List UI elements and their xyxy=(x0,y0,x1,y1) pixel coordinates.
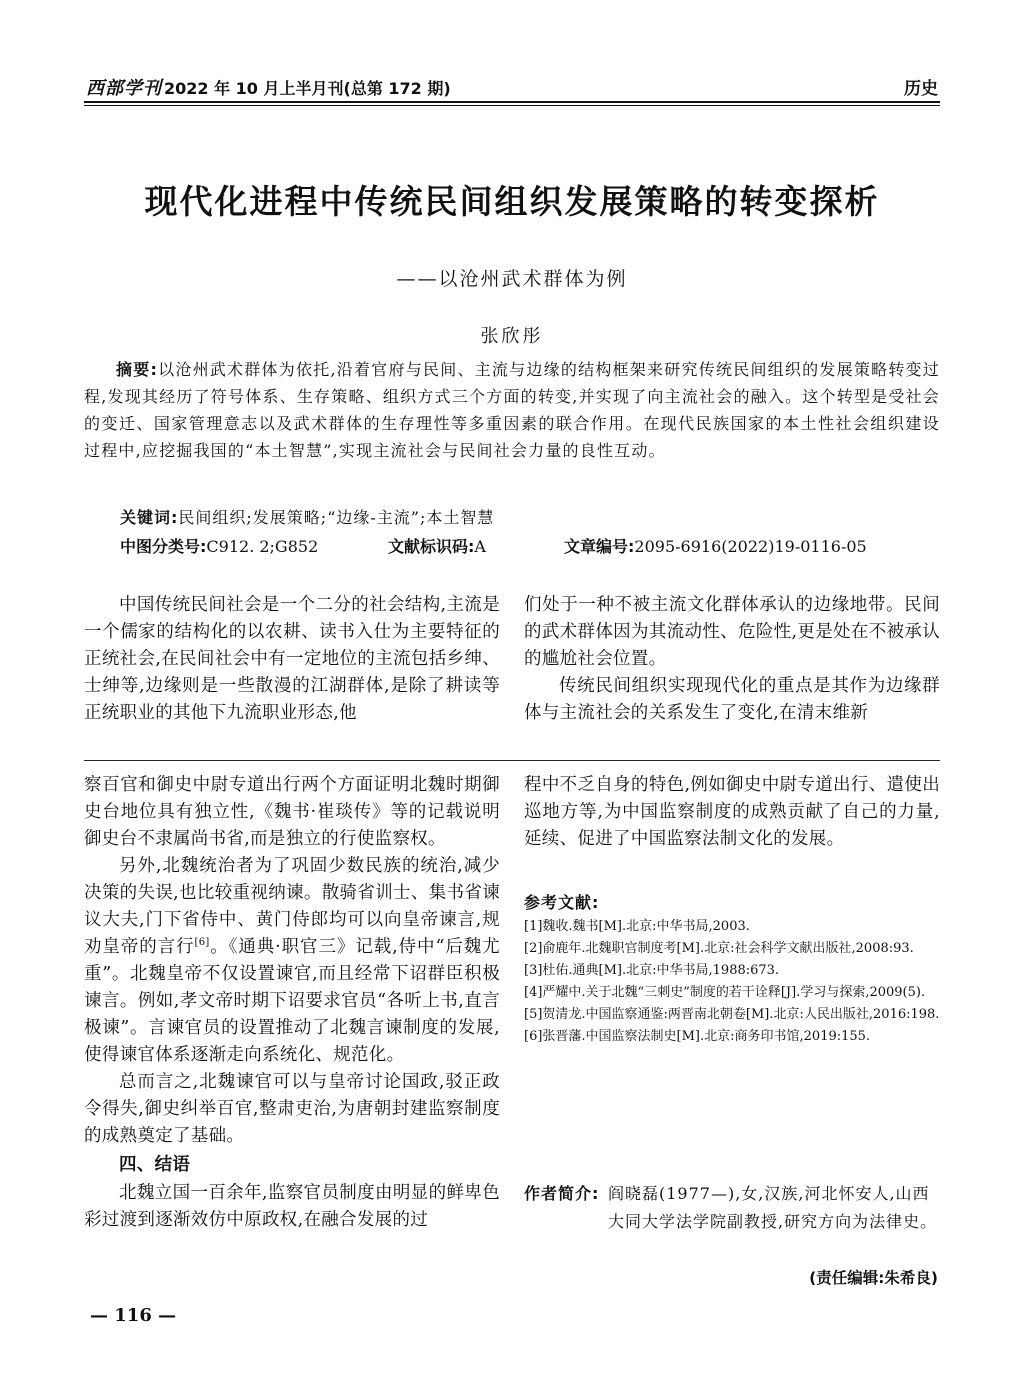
article-number xyxy=(564,535,867,559)
author-bio xyxy=(524,1180,940,1236)
article-title: 现代化进程中传统民间组织发展策略的转变探析 xyxy=(144,182,880,221)
page-number: — 116 — xyxy=(90,1305,177,1326)
header-rule-thick xyxy=(84,101,940,103)
section-label: 历史 xyxy=(904,79,938,99)
journal-logo: 西部学刊 xyxy=(86,78,162,99)
clc-label: 中图分类号: xyxy=(120,537,207,556)
keywords-text: 民间组织;发展策略;“边缘-主流”;本土智慧 xyxy=(178,508,495,527)
clc-value: C912. 2;G852 xyxy=(206,537,319,556)
document-code-value: A xyxy=(474,537,486,556)
reference-item: [5]贺清龙.中国监察通鉴:两晋南北朝卷[M].北京:人民出版社,2016:198. xyxy=(524,1007,940,1022)
intro-right-column xyxy=(524,592,940,727)
section-heading: 四、结语 xyxy=(119,1155,191,1175)
paragraph: 们处于一种不被主流文化群体承认的边缘地带。民间的武术群体因为其流动性、危险性,更是处在不被承认的尴尬社会位置。 xyxy=(524,595,940,669)
article-number-label: 文章编号: xyxy=(564,537,635,556)
lower-left-column xyxy=(84,772,500,1234)
paragraph: 传统民间组织实现现代化的重点是其作为边缘群体与主流社会的关系发生了变化,在清末维新 xyxy=(524,676,940,723)
article-author: 张欣彤 xyxy=(480,326,544,347)
citation-marker: [6] xyxy=(194,937,210,949)
reference-list xyxy=(524,916,940,1048)
references-title: 参考文献: xyxy=(524,893,600,912)
intro-left-column xyxy=(84,592,500,727)
responsible-editor: (责任编辑:朱希良) xyxy=(809,1269,938,1287)
paragraph xyxy=(84,853,500,1069)
abstract-label: 摘要: xyxy=(116,360,159,379)
abstract-text: 以沧州武术群体为依托,沿着官府与民间、主流与边缘的结构框架来研究传统民间组织的发展策略转变过程,发现其经历了符号体系、生存策略、组织方式三个方面的转变,并实现了向主流社会的融入。这个转型是受社会的变迁、国家管理意志以及武术群体的生存理性等多重因素的联合作用。在现代民族国家的本土性社会组织建设过程中,应挖掘我国的“本土智慧”,实现主流社会与民间社会力量的良性互动。 xyxy=(84,360,940,460)
article-number-value: 2095-6916(2022)19-0116-05 xyxy=(634,537,867,556)
keywords xyxy=(120,506,494,530)
author-bio-label: 作者简介: xyxy=(524,1184,600,1203)
author-bio-text: 阎晓磊(1977—),女,汉族,河北怀安人,山西大同大学法学院副教授,研究方向为法律史。 xyxy=(608,1184,938,1231)
reference-item: [3]杜佑.通典[M].北京:中华书局,1988:673. xyxy=(524,963,780,978)
section-divider xyxy=(84,760,940,761)
paragraph: 北魏立国一百余年,监察官员制度由明显的鲜卑色彩过渡到逐渐效仿中原政权,在融合发展的过 xyxy=(84,1183,500,1230)
paragraph-text: 另外,北魏统治者为了巩固少数民族的统治,减少决策的失误,也比较重视纳谏。散骑省训士、集书省谏议大夫,门下省侍中、黄门侍郎均可以向皇帝谏言,规劝皇帝的言行 xyxy=(84,856,500,957)
reference-item: [2]俞鹿年.北魏职官制度考[M].北京:社会科学文献出版社,2008:93. xyxy=(524,941,914,956)
header-rule-thin xyxy=(84,105,940,106)
reference-item: [4]严耀中.关于北魏“三刺史”制度的若干诠释[J].学习与探索,2009(5). xyxy=(524,985,926,1000)
classification-row xyxy=(120,535,940,561)
paragraph: 中国传统民间社会是一个二分的社会结构,主流是一个儒家的结构化的以农耕、读书入仕为主要特征的正统社会,在民间社会中有一定地位的主流包括乡绅、士绅等,边缘则是一些散漫的江湖群体,是除了耕读等正统职业的其他下九流职业形态,他 xyxy=(84,595,500,723)
paragraph: 察百官和御史中尉专道出行两个方面证明北魏时期御史台地位具有独立性,《魏书·崔琰传》等的记载说明御史台不隶属尚书省,而是独立的行使监察权。 xyxy=(84,775,500,849)
issue-info: 2022 年 10 月上半月刊(总第 172 期) xyxy=(164,79,451,98)
reference-item: [1]魏收.魏书[M].北京:中华书局,2003. xyxy=(524,919,750,934)
keywords-label: 关键词: xyxy=(120,508,179,527)
journal-header xyxy=(86,74,451,100)
document-code xyxy=(388,535,486,559)
reference-item: [6]张晋藩.中国监察法制史[M].北京:商务印书馆,2019:155. xyxy=(524,1029,871,1044)
paragraph: 总而言之,北魏谏官可以与皇帝讨论国政,驳正政令得失,御史纠举百官,整肃吏治,为唐朝封建监察制度的成熟奠定了基础。 xyxy=(84,1072,500,1146)
abstract xyxy=(84,356,940,464)
article-subtitle: ——以沧州武术群体为例 xyxy=(396,268,628,290)
clc-code xyxy=(120,535,318,559)
paragraph: 程中不乏自身的特色,例如御史中尉专道出行、遣使出巡地方等,为中国监察制度的成熟贡献了自己的力量,延续、促进了中国监察法制文化的发展。 xyxy=(524,775,940,849)
document-code-label: 文献标识码: xyxy=(388,537,475,556)
lower-right-column xyxy=(524,772,940,853)
paragraph-text: 。《通典·职官三》记载,侍中“后魏尤重”。北魏皇帝不仅设置谏官,而且经常下诏群臣积极谏言。例如,孝文帝时期下诏要求官员“各听上书,直言极谏”。言谏官员的设置推动了北魏言谏制度的发展,使得谏官体系逐渐走向系统化、规范化。 xyxy=(84,937,500,1065)
